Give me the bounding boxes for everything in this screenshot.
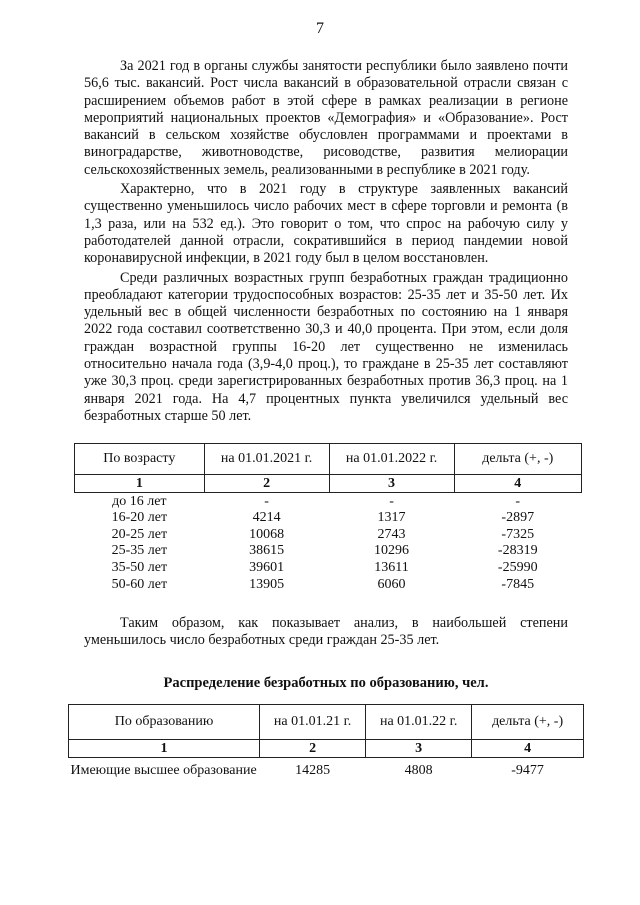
table-row xyxy=(75,543,582,560)
age-distribution-table xyxy=(74,443,582,593)
header-education: По образованию xyxy=(69,705,260,740)
column-number: 1 xyxy=(75,475,205,493)
delta-cell: - xyxy=(515,493,521,509)
delta-cell: -7845 xyxy=(501,576,535,592)
value-2022-cell: 4808 xyxy=(404,763,433,779)
education-distribution-table xyxy=(68,704,584,779)
delta-cell: -9477 xyxy=(511,763,544,779)
value-2022-cell: 6060 xyxy=(377,576,406,592)
value-2021-cell: 10068 xyxy=(249,526,285,542)
value-2022-cell: - xyxy=(389,493,394,509)
table-row xyxy=(75,493,582,510)
table-row xyxy=(75,576,582,593)
table-row xyxy=(75,526,582,543)
table-row xyxy=(69,758,584,780)
paragraph-vacancies: За 2021 год в органы службы занятости республики было заявлено почти 56,6 тыс. вакансий. Рост числа вакансий в образовательной отрасли связан с расширением объемов работ в этой сфере в рамках реализации в регионе мероприятий национальных проектов «Демография» и «Образование». Рост вакансий в сельском хозяйстве обусловлен программами и проектами в виноградарстве, животноводстве, рисоводстве, развития мелиорации сельскохозяйственных земель, реализованными в республике в 2021 году. xyxy=(84,58,568,178)
header-2021: на 01.01.21 г. xyxy=(260,705,366,740)
value-2022-cell: 2743 xyxy=(377,526,406,542)
header-delta: дельта (+, -) xyxy=(454,444,581,475)
value-2022-cell: 1317 xyxy=(377,510,406,526)
column-number-row xyxy=(75,475,582,493)
page-number: 7 xyxy=(316,20,324,37)
header-2022: на 01.01.22 г. xyxy=(366,705,472,740)
column-number: 1 xyxy=(69,740,260,758)
table-row xyxy=(75,560,582,577)
education-table-title: Распределение безработных по образованию, чел. xyxy=(163,675,489,692)
table-header-row xyxy=(75,444,582,475)
column-number-row xyxy=(69,740,584,758)
paragraph-conclusion: Таким образом, как показывает анализ, в наибольшей степени уменьшилось число безработных среди граждан 25-35 лет. xyxy=(84,614,568,649)
column-number: 4 xyxy=(472,740,584,758)
age-group-cell: до 16 лет xyxy=(112,493,167,509)
age-group-cell: 25-35 лет xyxy=(111,543,168,559)
header-2021: на 01.01.2021 г. xyxy=(204,444,329,475)
age-group-cell: 35-50 лет xyxy=(111,559,168,575)
value-2021-cell: 14285 xyxy=(295,763,331,779)
value-2021-cell: 39601 xyxy=(249,559,285,575)
value-2021-cell: 13905 xyxy=(249,576,285,592)
column-number: 3 xyxy=(366,740,472,758)
value-2021-cell: 4214 xyxy=(252,510,281,526)
value-2021-cell: - xyxy=(264,493,269,509)
value-2022-cell: 10296 xyxy=(374,543,410,559)
age-group-cell: 50-60 лет xyxy=(111,576,168,592)
paragraph-trade-repair: Характерно, что в 2021 году в структуре заявленных вакансий существенно уменьшилось число рабочих мест в сфере торговли и ремонта (в 1,3 раза, или на 532 ед.). Это говорит о том, что спрос на рабочую силу у работодателей данной отрасли, сократившийся в период пандемии новой коронавирусной инфекции, в 2021 году был в целом восстановлен. xyxy=(84,181,568,267)
delta-cell: -7325 xyxy=(501,526,535,542)
table-row xyxy=(75,510,582,527)
paragraph-age-groups: Среди различных возрастных групп безработных граждан традиционно преобладают категории трудоспособных возрастов: 25-35 лет и 35-50 лет. Их удельный вес в общей численности безработных по состоянию на 1 января 2022 года составил соответственно 30,3 и 40,0 процента. При этом, если доля граждан возрастной группы 16-20 лет существенно не изменилась относительно начала года (3,9-4,0 проц.), то граждане в 25-35 лет составляют уже 30,3 проц. среди зарегистрированных безработных против 36,3 проц. на 1 января 2021 года. На 4,7 процентных пункта увеличился удельный вес безработных старше 50 лет. xyxy=(84,269,568,424)
column-number: 3 xyxy=(329,475,454,493)
delta-cell: -28319 xyxy=(497,543,538,559)
delta-cell: -25990 xyxy=(497,559,538,575)
delta-cell: -2897 xyxy=(501,510,535,526)
header-age: По возрасту xyxy=(75,444,205,475)
header-2022: на 01.01.2022 г. xyxy=(329,444,454,475)
column-number: 4 xyxy=(454,475,581,493)
table-header-row xyxy=(69,705,584,740)
header-delta: дельта (+, -) xyxy=(472,705,584,740)
age-group-cell: 20-25 лет xyxy=(111,526,168,542)
value-2022-cell: 13611 xyxy=(374,559,409,575)
document-body xyxy=(70,58,568,779)
column-number: 2 xyxy=(204,475,329,493)
education-level-cell: Имеющие высшее образование xyxy=(70,763,257,779)
age-group-cell: 16-20 лет xyxy=(111,510,168,526)
column-number: 2 xyxy=(260,740,366,758)
value-2021-cell: 38615 xyxy=(249,543,285,559)
